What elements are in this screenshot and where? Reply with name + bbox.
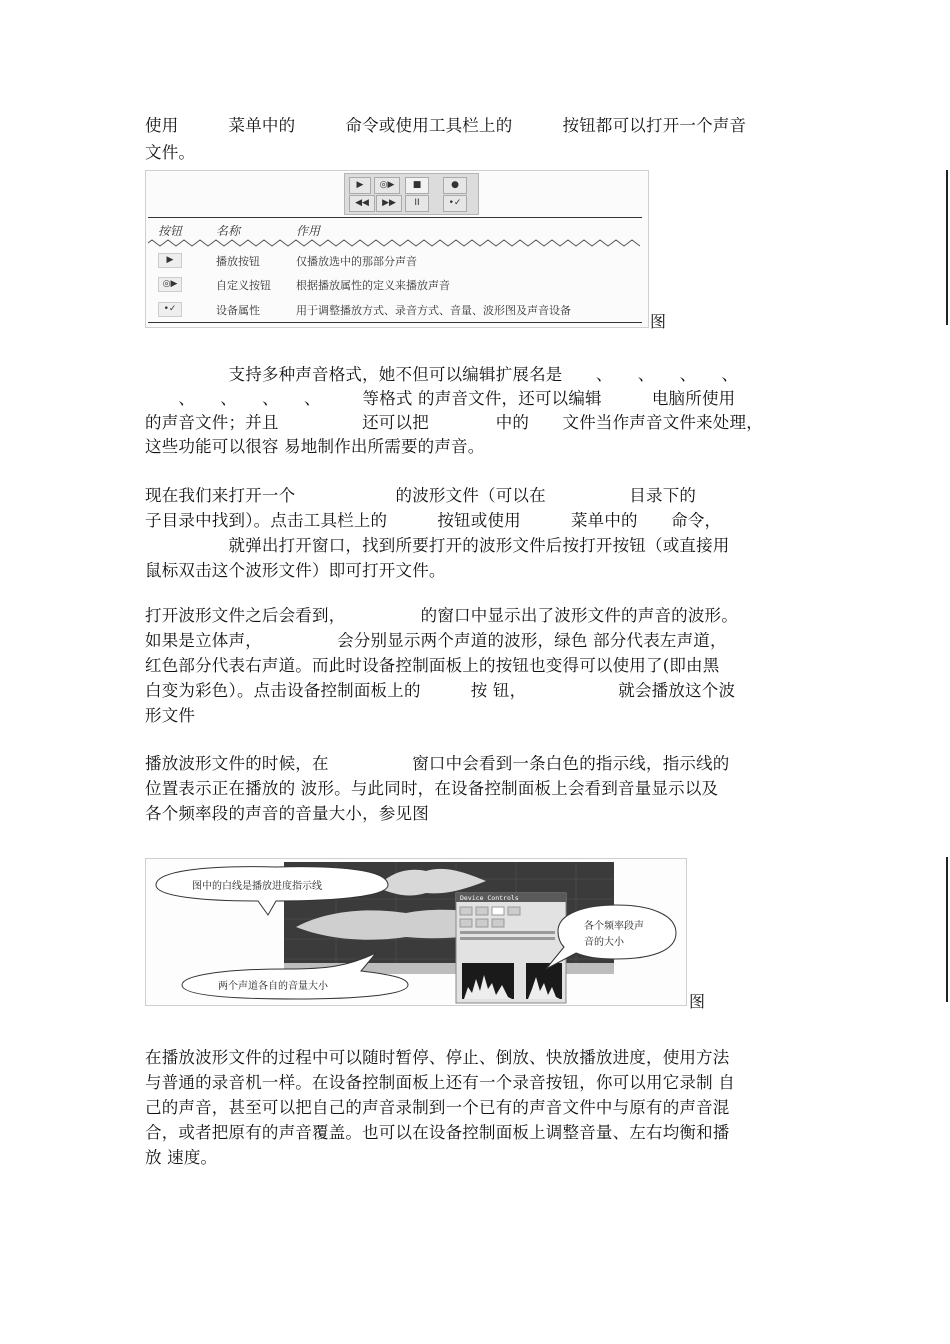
table-wavy-divider bbox=[148, 239, 642, 247]
figure-2-waveform-screenshot bbox=[145, 858, 687, 1006]
paragraph-3-line-1: 现在我们来打开一个 的波形文件（可以在 目录下的 bbox=[145, 486, 697, 505]
paragraph-5-line-1: 播放波形文件的时候，在 窗口中会看到一条白色的指示线，指示线的 bbox=[145, 754, 730, 773]
table-header-name: 名称 bbox=[216, 224, 241, 238]
paragraph-4-line-5: 形文件 bbox=[145, 706, 196, 725]
row-2-desc: 根据播放属性的定义来播放声音 bbox=[296, 279, 450, 292]
paragraph-2-line-4: 这些功能可以很容 易地制作出所需要的声音。 bbox=[145, 437, 485, 456]
paragraph-5-line-3: 各个频率段的声音的音量大小，参见图 bbox=[145, 804, 429, 823]
callout-bottom-text: 两个声道各自的音量大小 bbox=[218, 981, 328, 992]
margin-bar-1 bbox=[946, 170, 948, 325]
row-2-custom-icon: ◎▶ bbox=[158, 277, 182, 292]
table-header-function: 作用 bbox=[296, 224, 321, 238]
paragraph-3-line-4: 鼠标双击这个波形文件）即可打开文件。 bbox=[145, 561, 446, 580]
toolbar-panel bbox=[344, 173, 479, 215]
record-button-icon: ● bbox=[443, 177, 467, 194]
paragraph-6-line-3: 己的声音，甚至可以把自己的声音录制到一个已有的声音文件中与原有的声音混 bbox=[145, 1098, 730, 1117]
rewind-button-icon: ◀◀ bbox=[349, 195, 375, 212]
paragraph-3-line-3: 就弹出打开窗口，找到所要打开的波形文件后按打开按钮（或直接用 bbox=[145, 536, 730, 555]
panel-title: Device Controls bbox=[460, 894, 519, 902]
paragraph-4-line-4: 白变为彩色）。点击设备控制面板上的 按 钮， 就会播放这个波 bbox=[145, 681, 736, 700]
paragraph-1-line-2: 文件。 bbox=[145, 143, 196, 162]
table-bottom-rule bbox=[148, 322, 642, 323]
paragraph-6-line-2: 与普通的录音机一样。在设备控制面板上还有一个录音按钮，你可以用它录制 自 bbox=[145, 1073, 735, 1092]
figure-1-toolbar-table bbox=[145, 170, 649, 328]
margin-bar-2 bbox=[946, 857, 948, 1002]
row-3-properties-icon: •✓ bbox=[158, 302, 182, 317]
figure-1-label: 图 bbox=[650, 312, 667, 331]
paragraph-5-line-2: 位置表示正在播放的 波形。与此同时，在设备控制面板上会看到音量显示以及 bbox=[145, 779, 719, 798]
play-button-icon: ▶ bbox=[349, 177, 371, 194]
paragraph-2-line-1: 支持多种声音格式，她不但可以编辑扩展名是 、 、 、 、 bbox=[145, 365, 739, 384]
paragraph-6-line-5: 放 速度。 bbox=[145, 1148, 218, 1167]
callout-right-text-1: 各个频率段声 bbox=[584, 921, 644, 932]
paragraph-4-line-1: 打开波形文件之后会看到， 的窗口中显示出了波形文件的声音的波形。 bbox=[145, 606, 738, 625]
row-2-name: 自定义按钮 bbox=[216, 279, 271, 292]
stop-button-icon: ■ bbox=[405, 177, 429, 194]
fast-forward-button-icon: ▶▶ bbox=[376, 195, 402, 212]
waveform-illustration bbox=[146, 859, 686, 1005]
paragraph-2-line-2: 、 、 、 、 等格式 的声音文件，还可以编辑 电脑所使用 bbox=[145, 389, 736, 408]
row-1-desc: 仅播放选中的那部分声音 bbox=[296, 255, 417, 268]
row-3-name: 设备属性 bbox=[216, 304, 260, 317]
row-1-play-icon: ▶ bbox=[158, 253, 182, 268]
row-3-desc: 用于调整播放方式、录音方式、音量、波形图及声音设备 bbox=[296, 304, 571, 317]
paragraph-6-line-4: 合，或者把原有的声音覆盖。也可以在设备控制面板上调整音量、左右均衡和播 bbox=[145, 1123, 730, 1142]
paragraph-4-line-2: 如果是立体声， 会分别显示两个声道的波形，绿色 部分代表左声道， bbox=[145, 631, 727, 650]
callout-right-text-2: 音的大小 bbox=[584, 937, 624, 948]
paragraph-6-line-1: 在播放波形文件的过程中可以随时暂停、停止、倒放、快放播放进度，使用方法 bbox=[145, 1048, 730, 1067]
figure-2-label: 图 bbox=[689, 992, 706, 1011]
paragraph-3-line-2: 子目录中找到）。点击工具栏上的 按钮或使用 菜单中的 命令， bbox=[145, 511, 722, 530]
table-top-rule bbox=[148, 217, 642, 218]
paragraph-2-line-3: 的声音文件；并且 还可以把 中的 文件当作声音文件来处理， bbox=[145, 413, 763, 432]
pause-button-icon: II bbox=[405, 195, 429, 212]
device-properties-button-icon: •✓ bbox=[443, 195, 467, 212]
paragraph-1-line-1: 使用 菜单中的 命令或使用工具栏上的 按钮都可以打开一个声音 bbox=[145, 116, 747, 135]
row-1-name: 播放按钮 bbox=[216, 255, 260, 268]
paragraph-4-line-3: 红色部分代表右声道。而此时设备控制面板上的按钮也变得可以使用了(即由黑 bbox=[145, 656, 720, 675]
table-header-button: 按钮 bbox=[158, 224, 183, 238]
custom-play-button-icon: ◎▶ bbox=[374, 177, 400, 194]
callout-top-text: 图中的白线是播放进度指示线 bbox=[192, 881, 322, 892]
